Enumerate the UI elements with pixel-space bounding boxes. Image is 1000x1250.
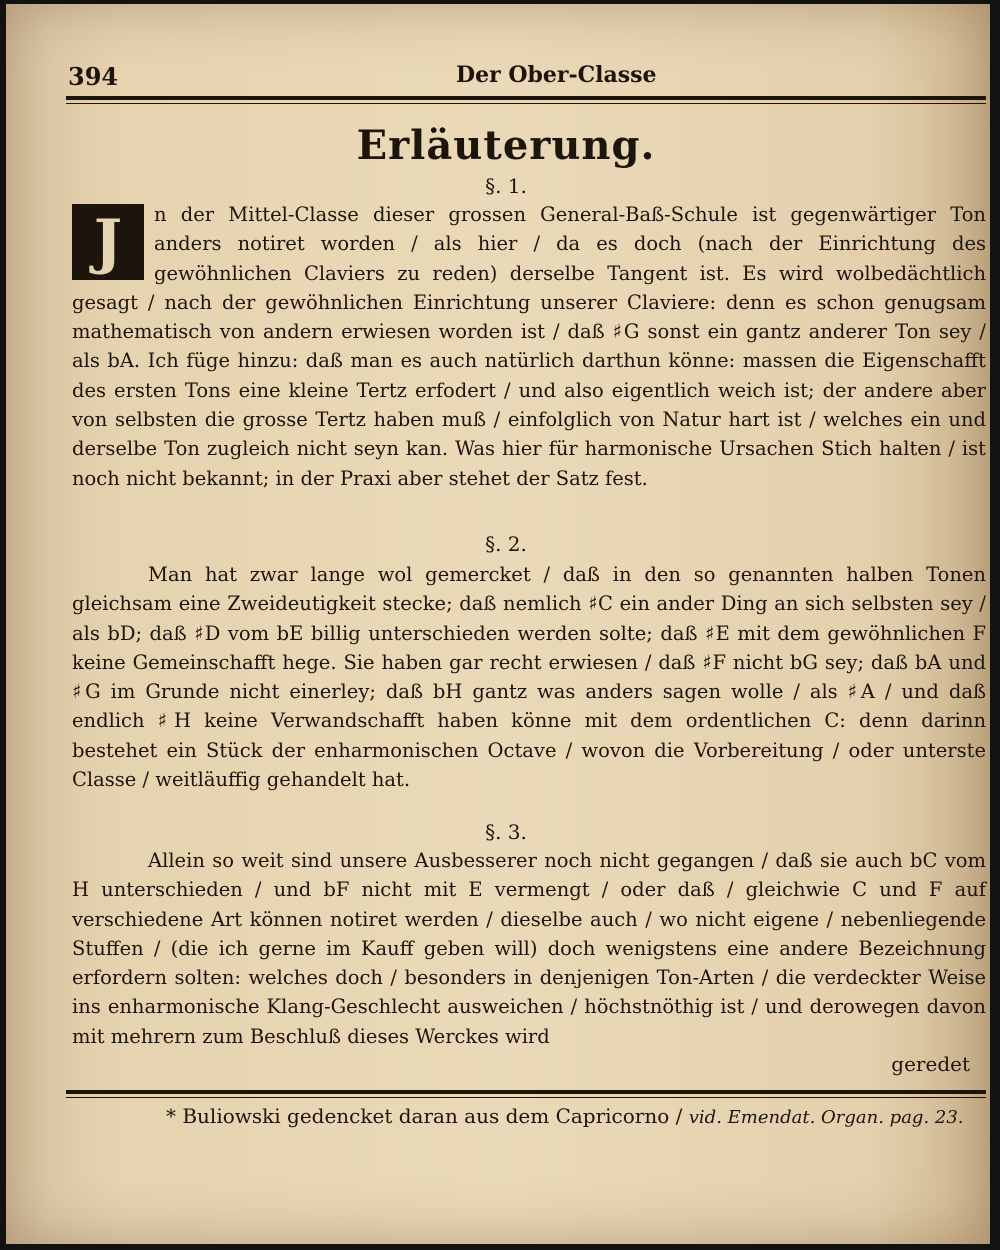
footnote-rule-thin	[66, 1097, 986, 1098]
footnote-rule	[66, 1090, 986, 1094]
section-mark-2: §. 2.	[485, 532, 527, 556]
book-page	[6, 4, 990, 1244]
header-rule-thin	[66, 103, 986, 104]
paragraph-2: Man hat zwar lange wol gemercket / daß in den so genannten halben Tonen gleichsam eine Zweideutigkeit stecke; daß nemlich ♯C ein ander Ding an sich selbsten sey / als bD; daß ♯D vom bE billig unterschieden werden solte; daß ♯E mit dem gewöhnlichen F keine Gemeinschafft hege. Sie haben gar recht erwiesen / daß ♯F nicht bG sey; daß bA und ♯G im Grunde nicht einerley; daß bH gantz was anders sagen wolle / als ♯A / und daß endlich ♯H keine Verwandschafft haben könne mit dem ordentlichen C: denn darinn bestehet ein Stück der enharmonischen Octave / wovon die Vorbereitung / oder unterste Classe / weitläuffig gehandelt hat.	[72, 563, 986, 792]
paragraph-1	[72, 200, 986, 493]
section-mark-3: §. 3.	[485, 820, 527, 844]
catchword: geredet	[891, 1052, 970, 1076]
footnote	[166, 1104, 964, 1128]
section-mark-1: §. 1.	[485, 174, 527, 198]
page-number: 394	[68, 62, 119, 91]
paragraph-1-text: n der Mittel-Classe dieser grossen General-Baß-Schule ist gegenwärtiger Ton anders notiret worden / als hier / da es doch (nach der Einrichtung des gewöhnlichen Claviers zu reden) derselbe Tangent ist. Es wird wolbedächtlich gesagt / nach der gewöhnlichen Einrichtung unserer Claviere: denn es schon genugsam mathematisch von andern erwiesen worden ist / daß ♯G sonst ein gantz anderer Ton sey / als bA. Ich füge hinzu: daß man es auch natürlich darthun könne: massen die Eigenschafft des ersten Tons eine kleine Tertz erfodert / und also eigentlich weich ist; der andere aber von selbsten die grosse Tertz haben muß / einfolglich von Natur hart ist / welches ein und derselbe Ton zugleich nicht seyn kan. Was hier für harmonische Ursachen Stich halten / ist noch nicht bekannt; in der Praxi aber stehet der Satz fest.	[72, 203, 986, 490]
footnote-reference: vid. Emendat. Organ. pag. 23.	[688, 1107, 964, 1128]
section-heading: Erläuterung.	[356, 122, 656, 169]
paragraph-3: Allein so weit sind unsere Ausbesserer noch nicht gegangen / daß sie auch bC vom H unterschieden / und bF nicht mit E vermengt / oder daß / gleichwie C und F auf verschiedene Art können notiret werden / dieselbe auch / wo nicht eigene / nebenliegende Stuffen / (die ich gerne im Kauff geben will) doch wenigstens eine andere Bezeichnung erfordern solten: welches doch / besonders in denjenigen Ton-Arten / die verdeckter Weise ins enharmonische Klang-Geschlecht ausweichen / höchstnöthig ist / und derowegen davon mit mehrern zum Beschluß dieses Werckes wird	[72, 849, 986, 1048]
footnote-text: * Buliowski gedencket daran aus dem Capricorno /	[166, 1104, 683, 1128]
running-head: Der Ober-Classe	[456, 62, 657, 88]
header-rule	[66, 96, 986, 100]
drop-cap: J	[72, 204, 144, 280]
